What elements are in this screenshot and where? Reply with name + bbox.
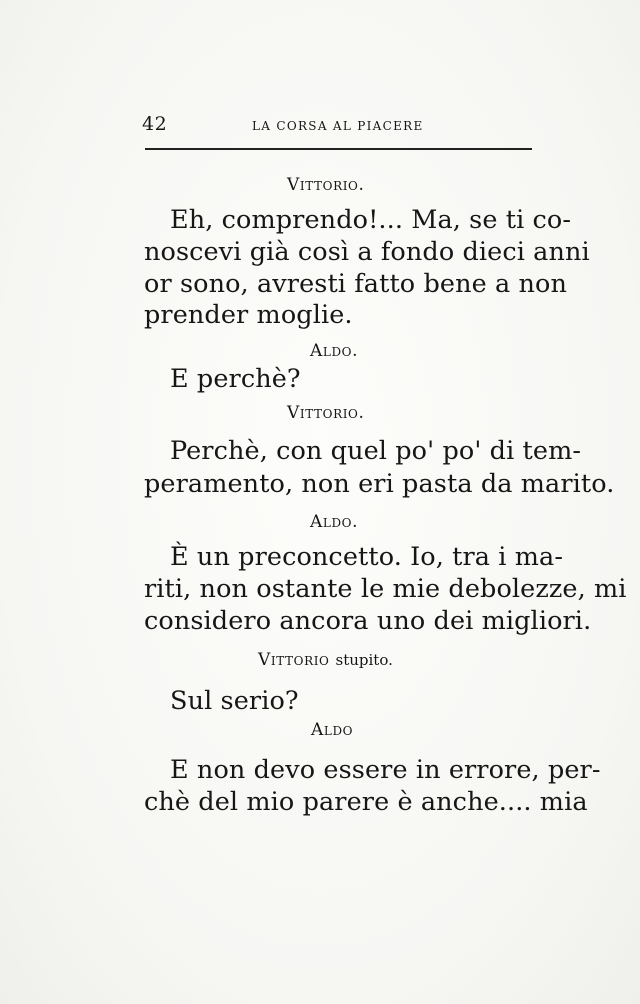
dialogue-line: or sono, avresti fatto bene a non	[144, 269, 567, 299]
dialogue-line: Sul serio?	[170, 686, 299, 716]
dialogue-line: noscevi già così a fondo dieci anni	[144, 237, 590, 267]
dialogue-line: E non devo essere in errore, per-	[170, 755, 601, 785]
page-number: 42	[142, 113, 168, 135]
dialogue-line: prender moglie.	[144, 300, 353, 330]
speaker-name: Vittorio.	[287, 403, 365, 423]
stage-direction: stupito.	[335, 651, 393, 669]
dialogue-line: peramento, non eri pasta da marito.	[144, 469, 615, 499]
header-rule	[145, 148, 532, 150]
speaker-name: Aldo.	[310, 341, 359, 361]
dialogue-line: E perchè?	[170, 364, 301, 394]
dialogue-line: chè del mio parere è anche.... mia	[144, 787, 588, 817]
speaker-name: Aldo	[311, 720, 354, 740]
dialogue-line: Eh, comprendo!... Ma, se ti co-	[170, 205, 572, 235]
page-header	[142, 113, 530, 143]
speaker-name: Vittorio.	[287, 175, 365, 195]
speaker-name: Vittorio stupito.	[258, 650, 393, 670]
dialogue-line: È un preconcetto. Io, tra i ma-	[170, 542, 564, 572]
speaker-name: Aldo.	[310, 512, 359, 532]
dialogue-line: considero ancora uno dei migliori.	[144, 606, 592, 636]
dialogue-line: Perchè, con quel po' po' di tem-	[170, 436, 582, 466]
dialogue-line: riti, non ostante le mie debolezze, mi	[144, 574, 627, 604]
running-title: LA CORSA AL PIACERE	[252, 119, 424, 133]
